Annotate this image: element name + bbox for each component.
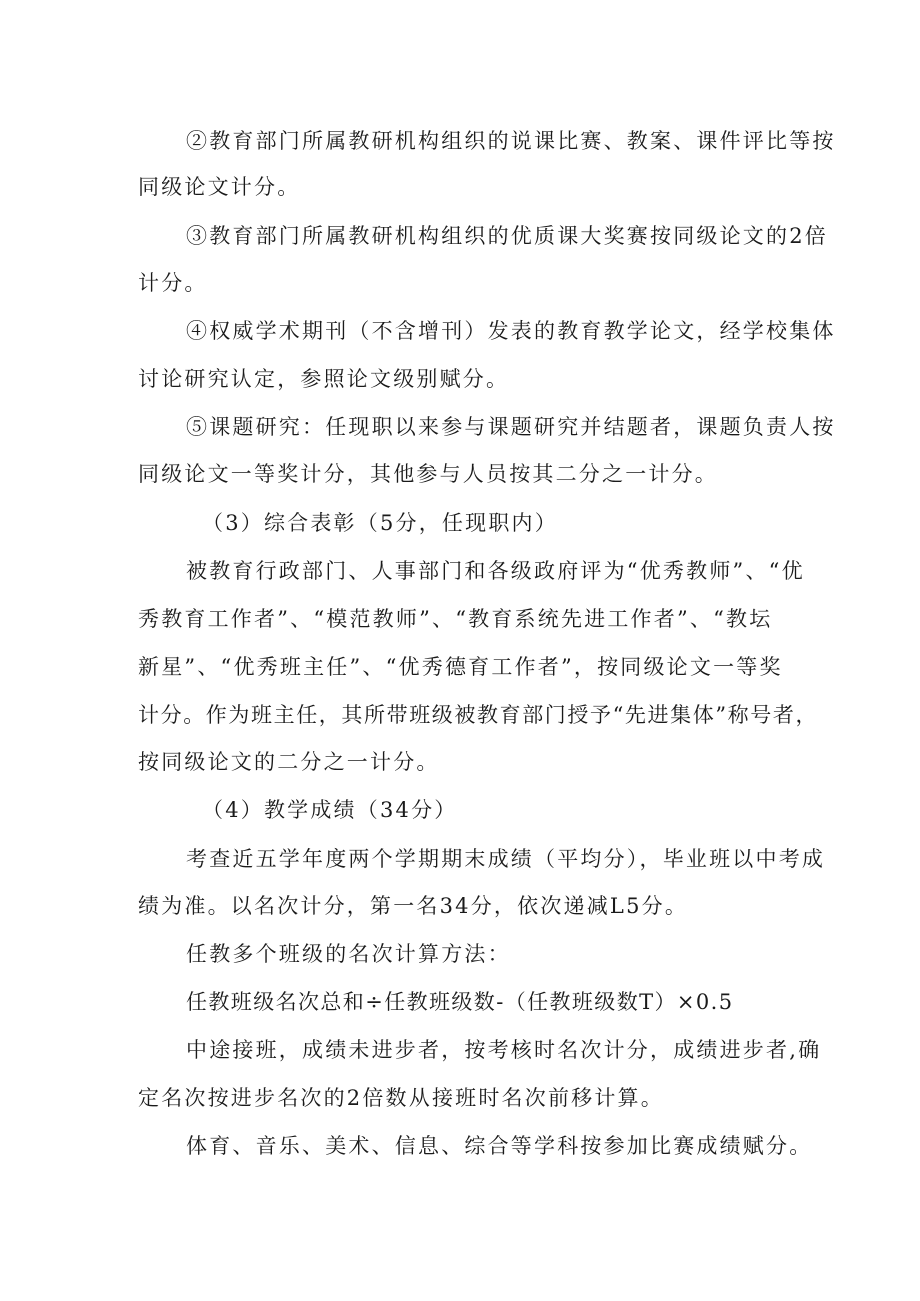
paragraph-line: 计分。 bbox=[138, 271, 208, 295]
paragraph-line: 被教育行政部门、人事部门和各级政府评为“优秀教师”、“优 bbox=[186, 559, 805, 583]
formula-line: 任教班级名次总和÷任教班级数-（任教班级数T）×0.5 bbox=[186, 990, 734, 1014]
section-heading: （4）教学成绩（34分） bbox=[202, 798, 458, 822]
paragraph-line: 中途接班，成绩未进步者，按考核时名次计分，成绩进步者,确 bbox=[186, 1038, 822, 1062]
paragraph-line: 计分。作为班主任，其所带班级被教育部门授予“先进集体”称号者， bbox=[138, 703, 819, 727]
paragraph-line: 绩为准。以名次计分，第一名34分，依次递减L5分。 bbox=[138, 894, 689, 918]
paragraph-line: ②教育部门所属教研机构组织的说课比赛、教案、课件评比等按 bbox=[186, 129, 836, 153]
paragraph-line: ③教育部门所属教研机构组织的优质课大奖赛按同级论文的2倍 bbox=[186, 224, 828, 248]
section-heading: （3）综合表彰（5分，任现职内） bbox=[202, 511, 558, 535]
paragraph-line: 同级论文计分。 bbox=[138, 175, 301, 199]
paragraph-line: 同级论文一等奖计分，其他参与人员按其二分之一计分。 bbox=[138, 462, 718, 486]
paragraph-line: 任教多个班级的名次计算方法： bbox=[186, 942, 511, 966]
paragraph-line: ④权威学术期刊（不含增刊）发表的教育教学论文，经学校集体 bbox=[186, 319, 836, 343]
paragraph-line: 体育、音乐、美术、信息、综合等学科按参加比赛成绩赋分。 bbox=[186, 1134, 813, 1158]
paragraph-line: 按同级论文的二分之一计分。 bbox=[138, 750, 440, 774]
paragraph-line: 新星”、“优秀班主任”、“优秀德育工作者”，按同级论文一等奖 bbox=[138, 655, 783, 679]
paragraph-line: 讨论研究认定，参照论文级别赋分。 bbox=[138, 367, 510, 391]
paragraph-line: 定名次按进步名次的2倍数从接班时名次前移计算。 bbox=[138, 1086, 664, 1110]
paragraph-line: 考查近五学年度两个学期期末成绩（平均分），毕业班以中考成 bbox=[186, 847, 826, 871]
paragraph-line: ⑤课题研究：任现职以来参与课题研究并结题者，课题负责人按 bbox=[186, 415, 836, 439]
paragraph-line: 秀教育工作者”、“模范教师”、“教育系统先进工作者”、“教坛 bbox=[138, 607, 773, 631]
